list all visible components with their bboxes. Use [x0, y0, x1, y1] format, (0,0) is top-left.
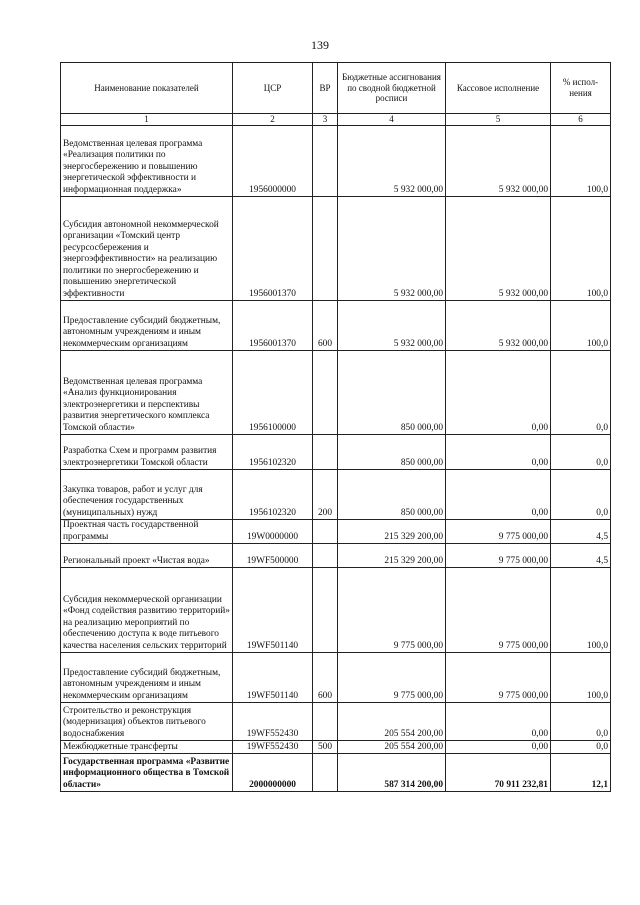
header-csr: ЦСР — [233, 63, 313, 114]
column-number: 1 — [61, 114, 233, 126]
row-budget: 5 932 000,00 — [338, 197, 446, 301]
row-csr: 2000000000 — [233, 754, 313, 792]
row-vr — [313, 351, 338, 435]
header-vr: ВР — [313, 63, 338, 114]
row-vr — [313, 544, 338, 568]
column-number: 6 — [551, 114, 611, 126]
row-cash: 9 775 000,00 — [446, 568, 551, 653]
table-row-total — [61, 754, 611, 792]
row-name: Субсидия некоммерческой организации «Фонд содействия развитию территорий» на реализацию мероприятий по обеспечению доступа к воде питьевого качества населения сельских территорий — [61, 568, 233, 653]
row-csr: 1956100000 — [233, 351, 313, 435]
row-cash: 0,00 — [446, 470, 551, 520]
row-csr: 19WF501140 — [233, 653, 313, 703]
row-cash: 0,00 — [446, 435, 551, 470]
header-cash: Кассовое исполнение — [446, 63, 551, 114]
row-cash: 70 911 232,81 — [446, 754, 551, 792]
row-pct: 100,0 — [551, 653, 611, 703]
row-vr — [313, 197, 338, 301]
row-vr: 600 — [313, 301, 338, 351]
table-row — [61, 197, 611, 301]
row-name: Предоставление субсидий бюджетным, автономным учреждениям и иным некоммерческим организациям — [61, 653, 233, 703]
row-cash: 5 932 000,00 — [446, 197, 551, 301]
budget-execution-table — [60, 62, 611, 792]
row-cash: 5 932 000,00 — [446, 126, 551, 197]
row-pct: 12,1 — [551, 754, 611, 792]
column-number: 3 — [313, 114, 338, 126]
row-vr — [313, 435, 338, 470]
row-budget: 5 932 000,00 — [338, 301, 446, 351]
row-vr — [313, 126, 338, 197]
row-name: Проектная часть государственной программы — [61, 520, 233, 544]
table-row — [61, 703, 611, 741]
table-row — [61, 568, 611, 653]
row-vr — [313, 568, 338, 653]
table-row — [61, 741, 611, 754]
row-cash: 0,00 — [446, 703, 551, 741]
row-name: Межбюджетные трансферты — [61, 741, 233, 754]
row-pct: 100,0 — [551, 568, 611, 653]
row-csr: 19WF552430 — [233, 703, 313, 741]
row-name: Ведомственная целевая программа «Анализ функционирования электроэнергетики и перспективы развития энергетического комплекса Томской области» — [61, 351, 233, 435]
row-pct: 0,0 — [551, 351, 611, 435]
row-name: Государственная программа «Развитие информационного общества в Томской области» — [61, 754, 233, 792]
row-pct: 0,0 — [551, 703, 611, 741]
column-number: 4 — [338, 114, 446, 126]
row-cash: 0,00 — [446, 741, 551, 754]
column-number: 2 — [233, 114, 313, 126]
column-number-row — [61, 114, 611, 126]
row-vr — [313, 703, 338, 741]
table-row — [61, 544, 611, 568]
row-pct: 0,0 — [551, 741, 611, 754]
row-cash: 0,00 — [446, 351, 551, 435]
row-name: Закупка товаров, работ и услуг для обеспечения государственных (муниципальных) нужд — [61, 470, 233, 520]
row-csr: 1956001370 — [233, 301, 313, 351]
row-cash: 9 775 000,00 — [446, 653, 551, 703]
table-row — [61, 435, 611, 470]
row-csr: 1956102320 — [233, 470, 313, 520]
column-number: 5 — [446, 114, 551, 126]
table-row — [61, 520, 611, 544]
row-vr: 200 — [313, 470, 338, 520]
row-budget: 850 000,00 — [338, 435, 446, 470]
row-name: Предоставление субсидий бюджетным, автономным учреждениям и иным некоммерческим организациям — [61, 301, 233, 351]
row-pct: 0,0 — [551, 470, 611, 520]
row-csr: 1956001370 — [233, 197, 313, 301]
row-budget: 850 000,00 — [338, 470, 446, 520]
row-cash: 9 775 000,00 — [446, 544, 551, 568]
row-pct: 0,0 — [551, 435, 611, 470]
row-name: Разработка Схем и программ развития электроэнергетики Томской области — [61, 435, 233, 470]
row-csr: 1956102320 — [233, 435, 313, 470]
header-row — [61, 63, 611, 114]
row-cash: 9 775 000,00 — [446, 520, 551, 544]
row-name: Ведомственная целевая программа «Реализация политики по энергосбережению и повышению энергетической эффективности и информационная поддержка» — [61, 126, 233, 197]
row-csr: 19WF501140 — [233, 568, 313, 653]
row-budget: 205 554 200,00 — [338, 741, 446, 754]
row-budget: 215 329 200,00 — [338, 520, 446, 544]
row-budget: 587 314 200,00 — [338, 754, 446, 792]
row-pct: 100,0 — [551, 197, 611, 301]
row-vr: 500 — [313, 741, 338, 754]
row-csr: 19W0000000 — [233, 520, 313, 544]
row-budget: 5 932 000,00 — [338, 126, 446, 197]
row-budget: 850 000,00 — [338, 351, 446, 435]
header-name: Наименование показателей — [61, 63, 233, 114]
row-cash: 5 932 000,00 — [446, 301, 551, 351]
row-pct: 100,0 — [551, 301, 611, 351]
row-budget: 9 775 000,00 — [338, 653, 446, 703]
row-budget: 205 554 200,00 — [338, 703, 446, 741]
row-csr: 19WF500000 — [233, 544, 313, 568]
row-csr: 19WF552430 — [233, 741, 313, 754]
row-pct: 4,5 — [551, 520, 611, 544]
table-row — [61, 126, 611, 197]
table-row — [61, 470, 611, 520]
row-vr: 600 — [313, 653, 338, 703]
row-csr: 1956000000 — [233, 126, 313, 197]
row-name: Региональный проект «Чистая вода» — [61, 544, 233, 568]
row-name: Субсидия автономной некоммерческой организации «Томский центр ресурсосбережения и энергоэффективности» на реализацию политики по энергосбережению и повышению энергетической эффективности — [61, 197, 233, 301]
row-budget: 215 329 200,00 — [338, 544, 446, 568]
row-pct: 100,0 — [551, 126, 611, 197]
header-pct: % испол-нения — [551, 63, 611, 114]
row-budget: 9 775 000,00 — [338, 568, 446, 653]
table-row — [61, 653, 611, 703]
row-vr — [313, 754, 338, 792]
header-budget: Бюджетные ассигнования по сводной бюджетной росписи — [338, 63, 446, 114]
row-name: Строительство и реконструкция (модернизация) объектов питьевого водоснабжения — [61, 703, 233, 741]
row-vr — [313, 520, 338, 544]
row-pct: 4,5 — [551, 544, 611, 568]
table-row — [61, 301, 611, 351]
table-row — [61, 351, 611, 435]
page-number: 139 — [311, 38, 329, 52]
